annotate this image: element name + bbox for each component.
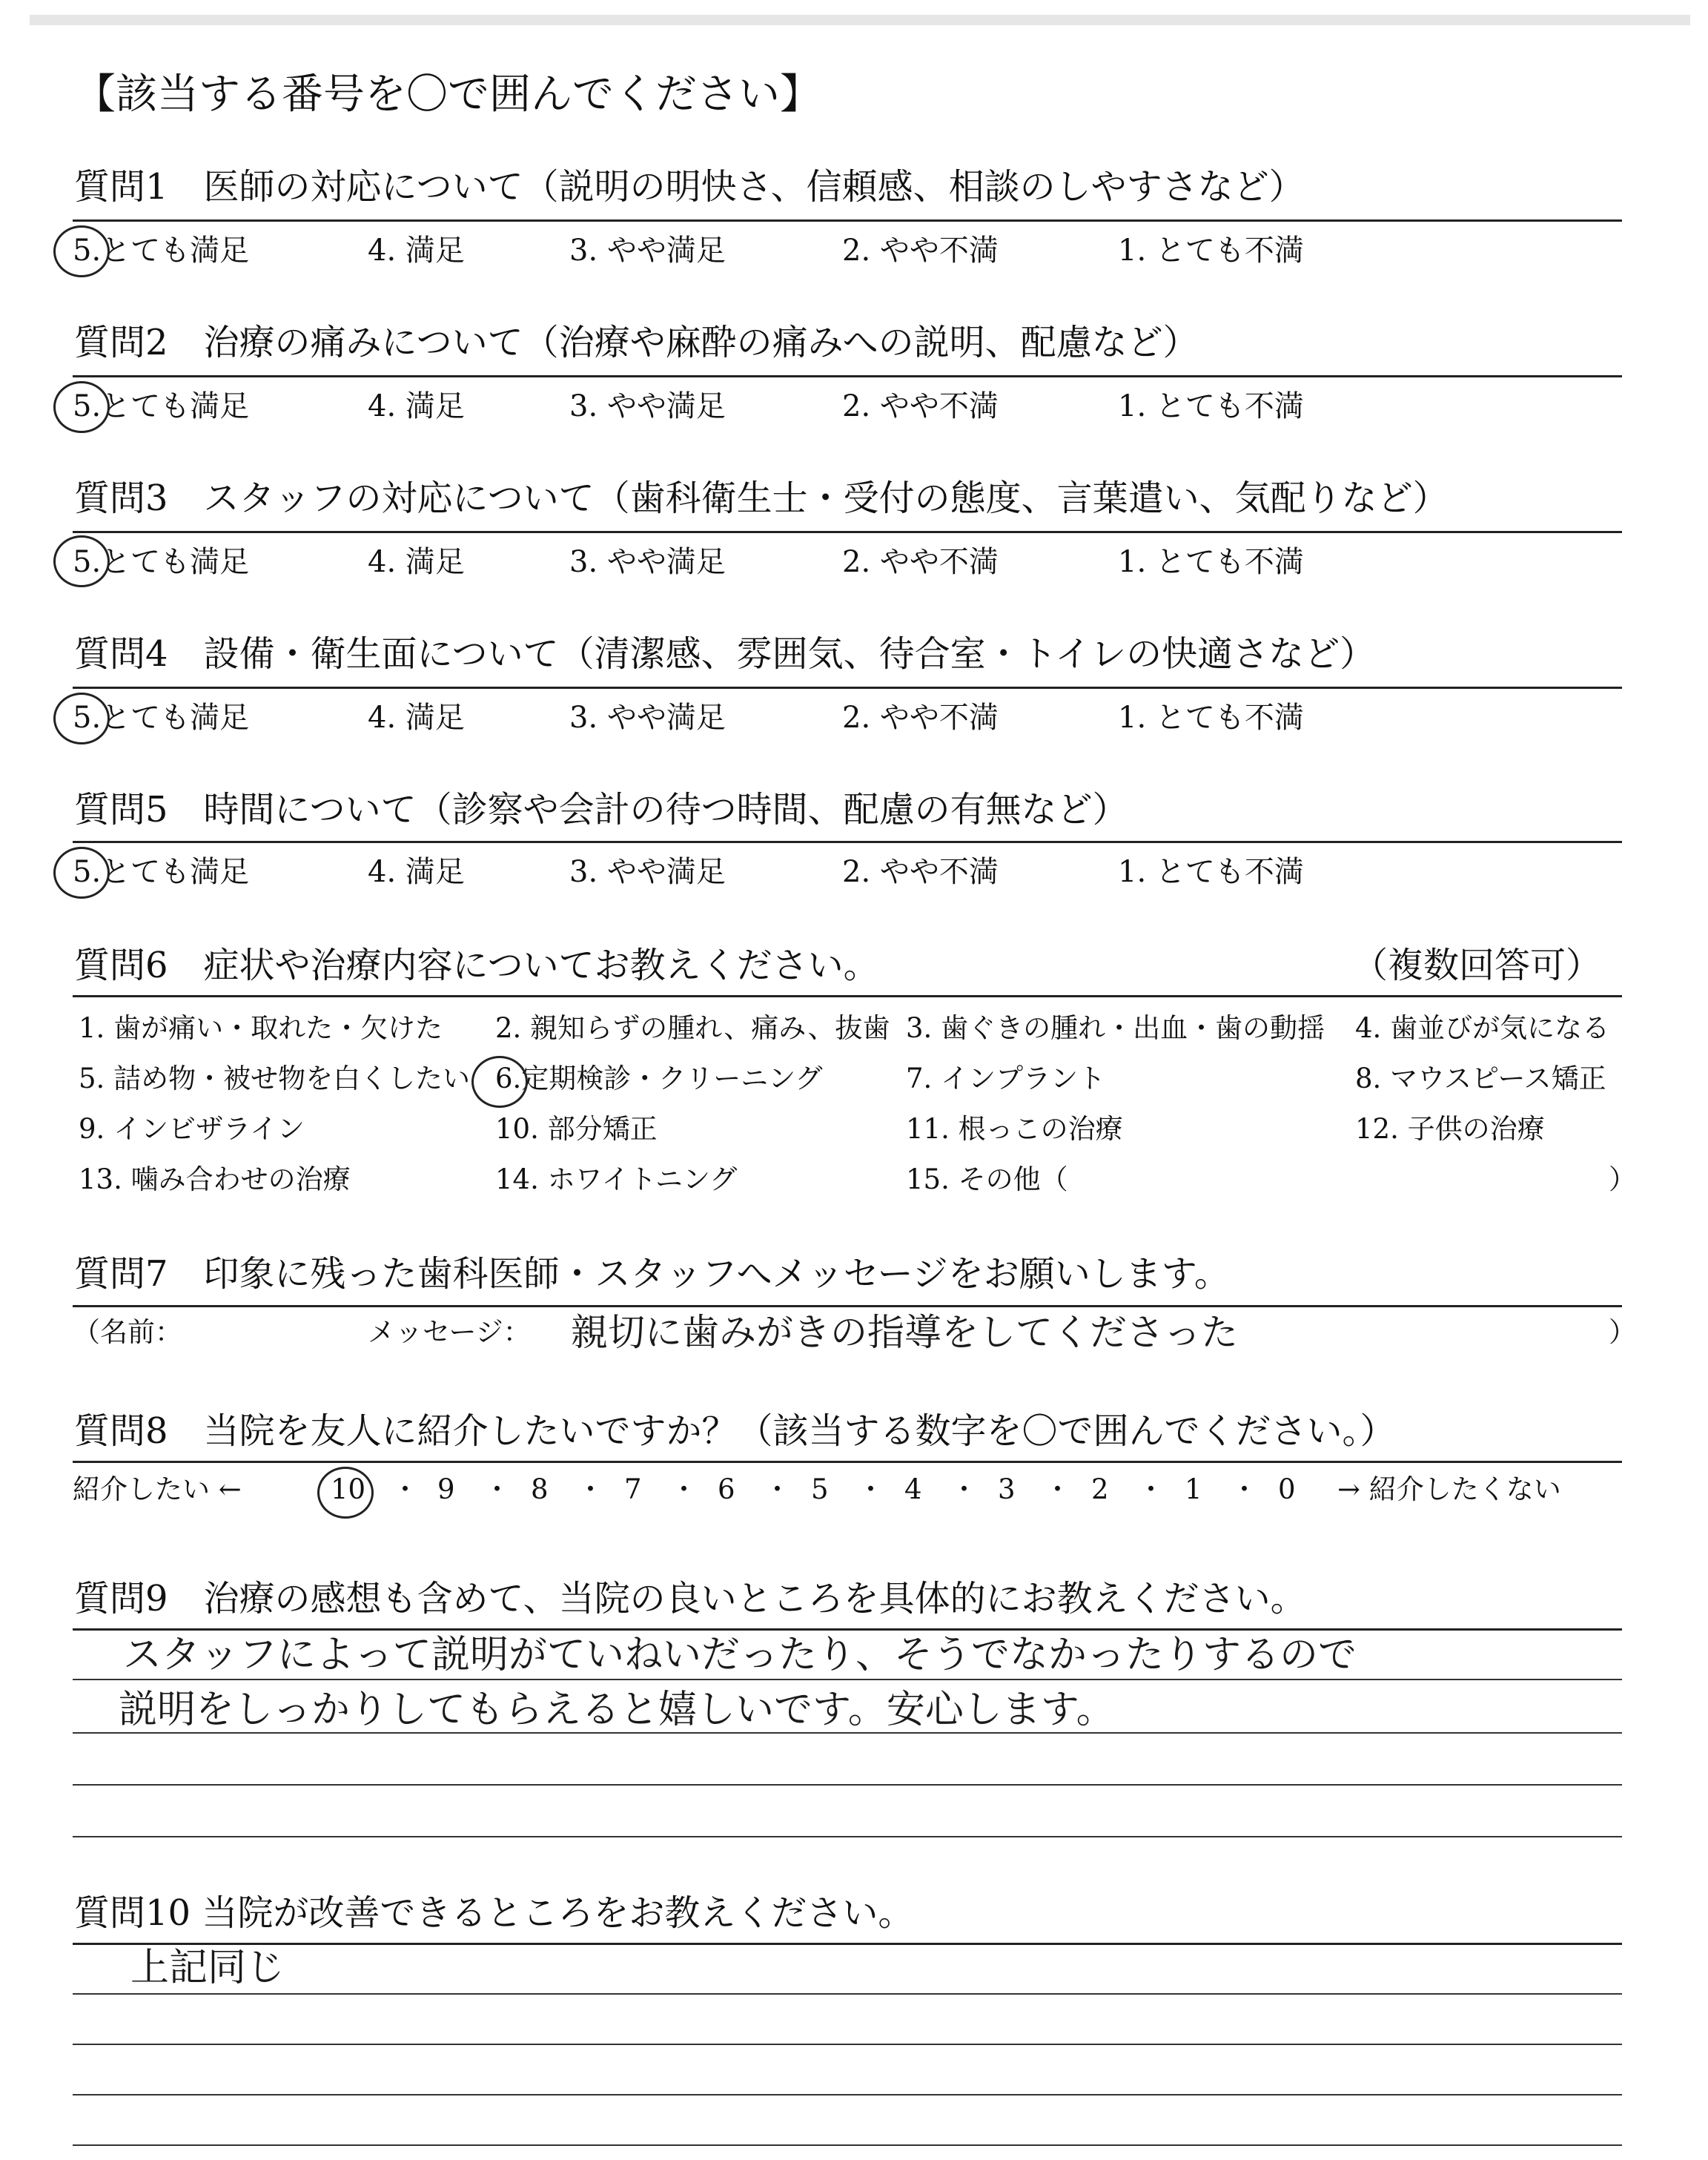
question-title: 質問6 症状や治療内容についてお教えください。 <box>74 945 879 986</box>
option-2[interactable]: 2. やや不満 <box>842 545 999 579</box>
symptom-option-13[interactable]: 13. 噛み合わせの治療 <box>79 1163 351 1195</box>
option-4[interactable]: 4. 満足 <box>368 855 465 889</box>
divider <box>73 1305 1622 1307</box>
symptom-option-10[interactable]: 10. 部分矯正 <box>495 1113 658 1145</box>
option-3[interactable]: 3. やや満足 <box>569 234 726 268</box>
symptom-option-12[interactable]: 12. 子供の治療 <box>1355 1113 1545 1145</box>
symptom-option-11[interactable]: 11. 根っこの治療 <box>906 1113 1123 1145</box>
option-3[interactable]: 3. やや満足 <box>569 855 726 889</box>
multiple-answer-note: （複数回答可） <box>1352 945 1602 986</box>
scale-2[interactable]: 2 <box>1091 1473 1109 1505</box>
answer-rule <box>73 1679 1622 1680</box>
message-close-paren: ） <box>1609 1316 1636 1348</box>
symptom-option-2[interactable]: 2. 親知らずの腫れ、痛み、抜歯 <box>495 1012 890 1044</box>
option-1[interactable]: 1. とても不満 <box>1118 545 1304 579</box>
scale-separator: ・ <box>391 1473 419 1505</box>
scale-separator: ・ <box>577 1473 604 1505</box>
handwritten-line-1: スタッフによって説明がていねいだったり、そうでなかったりするので <box>123 1633 1357 1677</box>
scale-8[interactable]: 8 <box>531 1473 549 1505</box>
symptom-option-7[interactable]: 7. インプラント <box>906 1063 1106 1094</box>
scale-9[interactable]: 9 <box>437 1473 455 1505</box>
option-4[interactable]: 4. 満足 <box>368 701 465 735</box>
recommend-left-label: 紹介したい ← <box>73 1473 242 1505</box>
option-3[interactable]: 3. やや満足 <box>569 389 726 423</box>
handwritten-line-1: 上記同じ <box>130 1946 285 1990</box>
symptom-option-4[interactable]: 4. 歯並びが気になる <box>1355 1012 1610 1044</box>
divider <box>73 1943 1622 1945</box>
symptom-option-5[interactable]: 5. 詰め物・被せ物を白くしたい <box>79 1063 471 1094</box>
divider <box>73 1461 1622 1463</box>
question-title: 質問3 スタッフの対応について（歯科衛生士・受付の態度、言葉遣い、気配りなど） <box>74 478 1449 519</box>
question-title: 質問5 時間について（診察や会計の待つ時間、配慮の有無など） <box>74 789 1128 830</box>
selection-circle <box>53 535 110 587</box>
symptom-option-14[interactable]: 14. ホワイトニング <box>495 1163 738 1195</box>
divider <box>73 219 1622 222</box>
answer-rule <box>73 1993 1622 1995</box>
option-2[interactable]: 2. やや不満 <box>842 389 999 423</box>
scale-1[interactable]: 1 <box>1185 1473 1202 1505</box>
scale-0[interactable]: 0 <box>1278 1473 1296 1505</box>
symptom-option-6[interactable]: 6.定期検診・クリーニング <box>495 1063 823 1094</box>
selection-circle <box>53 847 110 899</box>
question-title: 質問2 治療の痛みについて（治療や麻酔の痛みへの説明、配慮など） <box>74 322 1199 363</box>
scale-10[interactable]: 10 <box>331 1473 366 1505</box>
scale-3[interactable]: 3 <box>998 1473 1016 1505</box>
scale-separator: ・ <box>1231 1473 1258 1505</box>
option-2[interactable]: 2. やや不満 <box>842 855 999 889</box>
name-label: （名前： <box>73 1316 182 1348</box>
option-4[interactable]: 4. 満足 <box>368 234 465 268</box>
option-2[interactable]: 2. やや不満 <box>842 701 999 735</box>
symptom-option-15[interactable]: 15. その他（ <box>906 1163 1068 1195</box>
selection-circle <box>317 1467 374 1519</box>
scale-6[interactable]: 6 <box>718 1473 735 1505</box>
selection-circle <box>53 225 110 277</box>
question-title: 質問9 治療の感想も含めて、当院の良いところを具体的にお教えください。 <box>74 1578 1306 1619</box>
question-title: 質問1 医師の対応について（説明の明快さ、信頼感、相談のしやすさなど） <box>74 166 1305 208</box>
option-5[interactable]: 5.とても満足 <box>73 855 250 889</box>
scale-separator: ・ <box>1044 1473 1071 1505</box>
scale-5[interactable]: 5 <box>811 1473 829 1505</box>
answer-rule <box>73 2094 1622 2095</box>
option-1[interactable]: 1. とても不満 <box>1118 389 1304 423</box>
symptom-option-9[interactable]: 9. インビザライン <box>79 1113 305 1145</box>
option-3[interactable]: 3. やや満足 <box>569 545 726 579</box>
scan-top-edge <box>30 15 1690 25</box>
symptom-option-3[interactable]: 3. 歯ぐきの腫れ・出血・歯の動揺 <box>906 1012 1325 1044</box>
option-4[interactable]: 4. 満足 <box>368 389 465 423</box>
option-1[interactable]: 1. とても不満 <box>1118 701 1304 735</box>
answer-rule <box>73 2144 1622 2146</box>
option-3[interactable]: 3. やや満足 <box>569 701 726 735</box>
scale-separator: ・ <box>670 1473 698 1505</box>
other-close-paren: ） <box>1609 1163 1636 1195</box>
selection-circle <box>53 381 110 433</box>
option-5[interactable]: 5.とても満足 <box>73 545 250 579</box>
selection-circle <box>53 693 110 744</box>
option-5[interactable]: 5.とても満足 <box>73 389 250 423</box>
scale-separator: ・ <box>764 1473 791 1505</box>
divider <box>73 1628 1622 1631</box>
question-title: 質問8 当院を友人に紹介したいですか？（該当する数字を〇で囲んでください。） <box>74 1410 1396 1452</box>
answer-rule <box>73 1836 1622 1837</box>
symptom-option-1[interactable]: 1. 歯が痛い・取れた・欠けた <box>79 1012 443 1044</box>
question-title: 質問10 当院が改善できるところをお教えください。 <box>74 1892 914 1934</box>
question-title: 質問4 設備・衛生面について（清潔感、雰囲気、待合室・トイレの快適さなど） <box>74 633 1376 675</box>
option-5[interactable]: 5.とても満足 <box>73 234 250 268</box>
answer-rule <box>73 1732 1622 1734</box>
option-5[interactable]: 5.とても満足 <box>73 701 250 735</box>
option-1[interactable]: 1. とても不満 <box>1118 855 1304 889</box>
option-4[interactable]: 4. 満足 <box>368 545 465 579</box>
divider <box>73 531 1622 533</box>
message-label: メッセージ： <box>368 1316 531 1348</box>
scale-separator: ・ <box>483 1473 511 1505</box>
scale-separator: ・ <box>857 1473 884 1505</box>
answer-rule <box>73 2044 1622 2045</box>
handwritten-line-2: 説明をしっかりしてもらえると嬉しいです。安心します。 <box>119 1688 1115 1732</box>
scale-separator: ・ <box>1137 1473 1165 1505</box>
answer-rule <box>73 1784 1622 1786</box>
scale-7[interactable]: 7 <box>624 1473 642 1505</box>
divider <box>73 841 1622 843</box>
scale-4[interactable]: 4 <box>904 1473 922 1505</box>
divider <box>73 375 1622 377</box>
recommend-right-label: → 紹介したくない <box>1337 1473 1561 1505</box>
handwritten-message: 親切に歯みがきの指導をしてくださった <box>571 1311 1238 1354</box>
symptom-option-8[interactable]: 8. マウスピース矯正 <box>1355 1063 1606 1094</box>
divider <box>73 687 1622 689</box>
scale-separator: ・ <box>950 1473 978 1505</box>
selection-circle <box>471 1056 528 1108</box>
question-title: 質問7 印象に残った歯科医師・スタッフへメッセージをお願いします。 <box>74 1253 1230 1295</box>
divider <box>73 995 1622 997</box>
option-1[interactable]: 1. とても不満 <box>1118 234 1304 268</box>
option-2[interactable]: 2. やや不満 <box>842 234 999 268</box>
page-heading: 【該当する番号を〇で囲んでください】 <box>74 70 821 119</box>
